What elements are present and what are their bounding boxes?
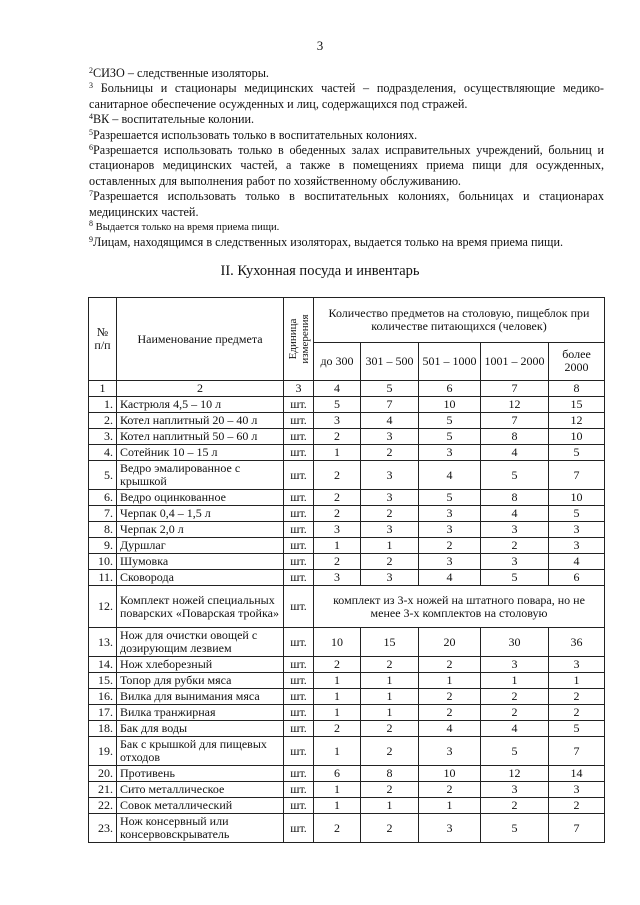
quantity-cell: 5 <box>481 814 549 843</box>
quantity-cell: 2 <box>481 538 549 554</box>
quantity-cell: 2 <box>314 814 361 843</box>
quantity-cell: 5 <box>549 445 605 461</box>
quantity-cell: 2 <box>361 737 419 766</box>
quantity-cell: 1 <box>361 705 419 721</box>
row-number: 1. <box>89 397 117 413</box>
item-unit: шт. <box>284 737 314 766</box>
item-name: Бак с крышкой для пищевых отходов <box>117 737 284 766</box>
quantity-cell: 3 <box>314 570 361 586</box>
quantity-cell: 3 <box>549 522 605 538</box>
quantity-cell: 4 <box>481 506 549 522</box>
table-row <box>89 490 605 506</box>
column-number: 5 <box>361 381 419 397</box>
quantity-cell: 1 <box>419 798 481 814</box>
page-number: 3 <box>316 38 324 53</box>
table-row <box>89 397 605 413</box>
footnote-mark: 9 <box>89 235 93 245</box>
quantity-cell: 2 <box>314 461 361 490</box>
row-number: 11. <box>89 570 117 586</box>
quantity-cell: 5 <box>549 721 605 737</box>
quantity-cell: 2 <box>314 721 361 737</box>
table-row <box>89 506 605 522</box>
header-name: Наименование предмета <box>117 298 284 381</box>
quantity-cell: 2 <box>549 705 605 721</box>
quantity-cell: 3 <box>314 522 361 538</box>
row-number: 17. <box>89 705 117 721</box>
item-name: Нож консервный или консервовскрыватель <box>117 814 284 843</box>
table-row <box>89 737 605 766</box>
quantity-cell: 1 <box>549 673 605 689</box>
footnote-text: Больницы и стационары медицинских частей – подразделения, осуществляющие медико-санитарное обеспечение осужденных и лиц, содержащихся под стражей. <box>89 81 604 111</box>
footnote-text: Лицам, находящимся в следственных изоляторах, выдается только на время приема пищи. <box>93 235 564 250</box>
quantity-cell: 5 <box>419 413 481 429</box>
quantity-cell: 1 <box>361 798 419 814</box>
header-qty-group: Количество предметов на столовую, пищеблок при количестве питающихся (человек) <box>314 298 605 343</box>
inventory-table <box>88 297 605 843</box>
quantity-cell: 4 <box>419 461 481 490</box>
table-row <box>89 657 605 673</box>
item-name: Черпак 0,4 – 1,5 л <box>117 506 284 522</box>
quantity-cell: 2 <box>549 689 605 705</box>
footnote <box>89 66 604 81</box>
row-number: 5. <box>89 461 117 490</box>
row-number: 3. <box>89 429 117 445</box>
quantity-cell: 1 <box>314 689 361 705</box>
quantity-cell: 3 <box>419 814 481 843</box>
merged-quantity: комплект из 3-х ножей на штатного повара, но не менее 3-х комплектов на столовую <box>314 586 605 628</box>
quantity-cell: 15 <box>549 397 605 413</box>
item-name: Нож хлеборезный <box>117 657 284 673</box>
quantity-cell: 8 <box>481 429 549 445</box>
quantity-cell: 3 <box>419 554 481 570</box>
quantity-cell: 5 <box>481 737 549 766</box>
quantity-cell: 2 <box>361 814 419 843</box>
footnote-text: Разрешается использовать только в обеденных залах исправительных учреждений, больниц и стационаров медицинских частей, а также в помещениях приема пищи для осужденных, оставленных для выполнения работ по хозяйственному обслуживанию. <box>89 143 604 188</box>
quantity-cell: 2 <box>419 705 481 721</box>
item-name: Шумовка <box>117 554 284 570</box>
section-title: II. Кухонная посуда и инвентарь <box>220 263 420 279</box>
quantity-cell: 2 <box>419 657 481 673</box>
quantity-cell: 7 <box>481 413 549 429</box>
column-number: 6 <box>419 381 481 397</box>
item-unit: шт. <box>284 586 314 628</box>
quantity-cell: 3 <box>419 522 481 538</box>
quantity-cell: 2 <box>361 506 419 522</box>
item-name: Нож для очистки овощей с дозирующим лезвием <box>117 628 284 657</box>
header-qty-col: 501 – 1000 <box>419 342 481 380</box>
quantity-cell: 2 <box>314 490 361 506</box>
quantity-cell: 2 <box>361 445 419 461</box>
footnote-text: ВК – воспитательные колонии. <box>93 112 255 127</box>
quantity-cell: 4 <box>549 554 605 570</box>
table-row <box>89 782 605 798</box>
item-name: Вилка транжирная <box>117 705 284 721</box>
quantity-cell: 12 <box>481 766 549 782</box>
table-row <box>89 445 605 461</box>
item-unit: шт. <box>284 782 314 798</box>
table-row <box>89 673 605 689</box>
footnote-mark: 5 <box>89 127 93 137</box>
header-unit <box>284 298 314 381</box>
item-unit: шт. <box>284 673 314 689</box>
quantity-cell: 2 <box>361 782 419 798</box>
row-number: 14. <box>89 657 117 673</box>
quantity-cell: 2 <box>314 554 361 570</box>
quantity-cell: 12 <box>549 413 605 429</box>
row-number: 21. <box>89 782 117 798</box>
quantity-cell: 1 <box>361 673 419 689</box>
quantity-cell: 3 <box>314 413 361 429</box>
quantity-cell: 2 <box>549 798 605 814</box>
row-number: 20. <box>89 766 117 782</box>
quantity-cell: 2 <box>481 705 549 721</box>
table-row <box>89 413 605 429</box>
item-name: Комплект ножей специальных поварских «Поварская тройка» <box>117 586 284 628</box>
quantity-cell: 36 <box>549 628 605 657</box>
quantity-cell: 14 <box>549 766 605 782</box>
footnote-text: Разрешается использовать только в воспитательных колониях. <box>93 127 418 142</box>
column-number: 8 <box>549 381 605 397</box>
item-unit: шт. <box>284 628 314 657</box>
item-name: Кастрюля 4,5 – 10 л <box>117 397 284 413</box>
quantity-cell: 4 <box>481 721 549 737</box>
quantity-cell: 1 <box>361 689 419 705</box>
column-number: 7 <box>481 381 549 397</box>
item-unit: шт. <box>284 689 314 705</box>
footnote <box>89 81 604 112</box>
item-unit: шт. <box>284 429 314 445</box>
quantity-cell: 5 <box>549 506 605 522</box>
quantity-cell: 10 <box>549 429 605 445</box>
item-name: Дуршлаг <box>117 538 284 554</box>
item-name: Сотейник 10 – 15 л <box>117 445 284 461</box>
table-row <box>89 689 605 705</box>
row-number: 10. <box>89 554 117 570</box>
quantity-cell: 15 <box>361 628 419 657</box>
item-name: Ведро эмалированное с крышкой <box>117 461 284 490</box>
item-unit: шт. <box>284 570 314 586</box>
quantity-cell: 5 <box>481 570 549 586</box>
item-unit: шт. <box>284 721 314 737</box>
row-number: 23. <box>89 814 117 843</box>
quantity-cell: 7 <box>549 737 605 766</box>
quantity-cell: 1 <box>314 445 361 461</box>
quantity-cell: 1 <box>314 737 361 766</box>
table-row <box>89 538 605 554</box>
header-num: № п/п <box>89 298 117 381</box>
footnotes <box>89 66 604 251</box>
quantity-cell: 1 <box>314 798 361 814</box>
item-unit: шт. <box>284 657 314 673</box>
item-name: Сковорода <box>117 570 284 586</box>
item-name: Черпак 2,0 л <box>117 522 284 538</box>
item-name: Топор для рубки мяса <box>117 673 284 689</box>
quantity-cell: 3 <box>361 429 419 445</box>
row-number: 4. <box>89 445 117 461</box>
header-qty-col: более 2000 <box>549 342 605 380</box>
item-name: Котел наплитный 50 – 60 л <box>117 429 284 445</box>
row-number: 8. <box>89 522 117 538</box>
quantity-cell: 10 <box>549 490 605 506</box>
quantity-cell: 2 <box>481 798 549 814</box>
quantity-cell: 6 <box>549 570 605 586</box>
quantity-cell: 3 <box>549 782 605 798</box>
table-row <box>89 766 605 782</box>
footnote-mark: 4 <box>89 112 93 122</box>
footnote-mark: 8 <box>89 219 93 229</box>
item-unit: шт. <box>284 506 314 522</box>
quantity-cell: 3 <box>361 522 419 538</box>
quantity-cell: 5 <box>419 429 481 445</box>
item-name: Бак для воды <box>117 721 284 737</box>
quantity-cell: 5 <box>419 490 481 506</box>
quantity-cell: 2 <box>361 721 419 737</box>
quantity-cell: 7 <box>549 461 605 490</box>
column-number: 2 <box>117 381 284 397</box>
row-number: 12. <box>89 586 117 628</box>
quantity-cell: 1 <box>314 782 361 798</box>
item-unit: шт. <box>284 413 314 429</box>
quantity-cell: 3 <box>481 782 549 798</box>
footnote <box>89 189 604 220</box>
quantity-cell: 10 <box>314 628 361 657</box>
item-name: Сито металлическое <box>117 782 284 798</box>
item-unit: шт. <box>284 522 314 538</box>
item-unit: шт. <box>284 554 314 570</box>
footnote <box>89 112 604 127</box>
footnote-text: СИЗО – следственные изоляторы. <box>93 66 269 80</box>
quantity-cell: 5 <box>481 461 549 490</box>
quantity-cell: 2 <box>361 657 419 673</box>
quantity-cell: 2 <box>314 506 361 522</box>
footnote-mark: 2 <box>89 66 93 75</box>
quantity-cell: 3 <box>549 657 605 673</box>
quantity-cell: 3 <box>481 554 549 570</box>
footnote <box>89 220 604 235</box>
header-qty-col: 1001 – 2000 <box>481 342 549 380</box>
quantity-cell: 10 <box>419 766 481 782</box>
table-row <box>89 586 605 628</box>
table-row <box>89 461 605 490</box>
item-unit: шт. <box>284 397 314 413</box>
quantity-cell: 2 <box>419 538 481 554</box>
table-row <box>89 814 605 843</box>
table-row <box>89 628 605 657</box>
row-number: 18. <box>89 721 117 737</box>
quantity-cell: 2 <box>419 782 481 798</box>
quantity-cell: 4 <box>481 445 549 461</box>
column-number: 4 <box>314 381 361 397</box>
table-row <box>89 570 605 586</box>
quantity-cell: 20 <box>419 628 481 657</box>
quantity-cell: 3 <box>419 445 481 461</box>
quantity-cell: 4 <box>419 570 481 586</box>
quantity-cell: 2 <box>314 429 361 445</box>
quantity-cell: 1 <box>314 538 361 554</box>
quantity-cell: 8 <box>481 490 549 506</box>
column-number: 1 <box>89 381 117 397</box>
header-qty-col: до 300 <box>314 342 361 380</box>
footnote-mark: 3 <box>89 81 93 91</box>
header-qty-col: 301 – 500 <box>361 342 419 380</box>
row-number: 22. <box>89 798 117 814</box>
quantity-cell: 4 <box>361 413 419 429</box>
item-unit: шт. <box>284 798 314 814</box>
quantity-cell: 3 <box>419 506 481 522</box>
footnote-text: Разрешается использовать только в воспитательных колониях, больницах и стационарах медицинских частей. <box>89 189 604 219</box>
footnote <box>89 143 604 189</box>
quantity-cell: 3 <box>361 490 419 506</box>
item-name: Ведро оцинкованное <box>117 490 284 506</box>
quantity-cell: 3 <box>361 570 419 586</box>
table-row <box>89 705 605 721</box>
quantity-cell: 6 <box>314 766 361 782</box>
item-unit: шт. <box>284 766 314 782</box>
table-row <box>89 554 605 570</box>
quantity-cell: 2 <box>481 689 549 705</box>
footnote-mark: 7 <box>89 189 93 199</box>
quantity-cell: 1 <box>361 538 419 554</box>
row-number: 19. <box>89 737 117 766</box>
item-name: Вилка для вынимания мяса <box>117 689 284 705</box>
row-number: 6. <box>89 490 117 506</box>
footnote <box>89 235 604 250</box>
quantity-cell: 12 <box>481 397 549 413</box>
column-number: 3 <box>284 381 314 397</box>
quantity-cell: 3 <box>481 657 549 673</box>
quantity-cell: 2 <box>314 657 361 673</box>
item-unit: шт. <box>284 461 314 490</box>
quantity-cell: 3 <box>481 522 549 538</box>
quantity-cell: 5 <box>314 397 361 413</box>
item-unit: шт. <box>284 445 314 461</box>
quantity-cell: 2 <box>419 689 481 705</box>
item-name: Совок металлический <box>117 798 284 814</box>
row-number: 15. <box>89 673 117 689</box>
quantity-cell: 1 <box>314 705 361 721</box>
quantity-cell: 3 <box>549 538 605 554</box>
quantity-cell: 1 <box>481 673 549 689</box>
row-number: 2. <box>89 413 117 429</box>
quantity-cell: 4 <box>419 721 481 737</box>
footnote <box>89 128 604 143</box>
item-unit: шт. <box>284 490 314 506</box>
item-unit: шт. <box>284 814 314 843</box>
quantity-cell: 3 <box>361 461 419 490</box>
quantity-cell: 3 <box>419 737 481 766</box>
item-unit: шт. <box>284 538 314 554</box>
item-name: Противень <box>117 766 284 782</box>
row-number: 9. <box>89 538 117 554</box>
row-number: 13. <box>89 628 117 657</box>
quantity-cell: 7 <box>549 814 605 843</box>
header-unit-text: Единица измерения <box>286 314 311 364</box>
quantity-cell: 2 <box>361 554 419 570</box>
quantity-cell: 10 <box>419 397 481 413</box>
quantity-cell: 1 <box>314 673 361 689</box>
item-name: Котел наплитный 20 – 40 л <box>117 413 284 429</box>
table-row <box>89 721 605 737</box>
table-row <box>89 798 605 814</box>
quantity-cell: 1 <box>419 673 481 689</box>
table-row <box>89 429 605 445</box>
row-number: 7. <box>89 506 117 522</box>
table-row <box>89 522 605 538</box>
item-unit: шт. <box>284 705 314 721</box>
footnote-text: Выдается только на время приема пищи. <box>93 222 280 234</box>
quantity-cell: 30 <box>481 628 549 657</box>
quantity-cell: 8 <box>361 766 419 782</box>
quantity-cell: 7 <box>361 397 419 413</box>
footnote-mark: 6 <box>89 143 93 153</box>
row-number: 16. <box>89 689 117 705</box>
